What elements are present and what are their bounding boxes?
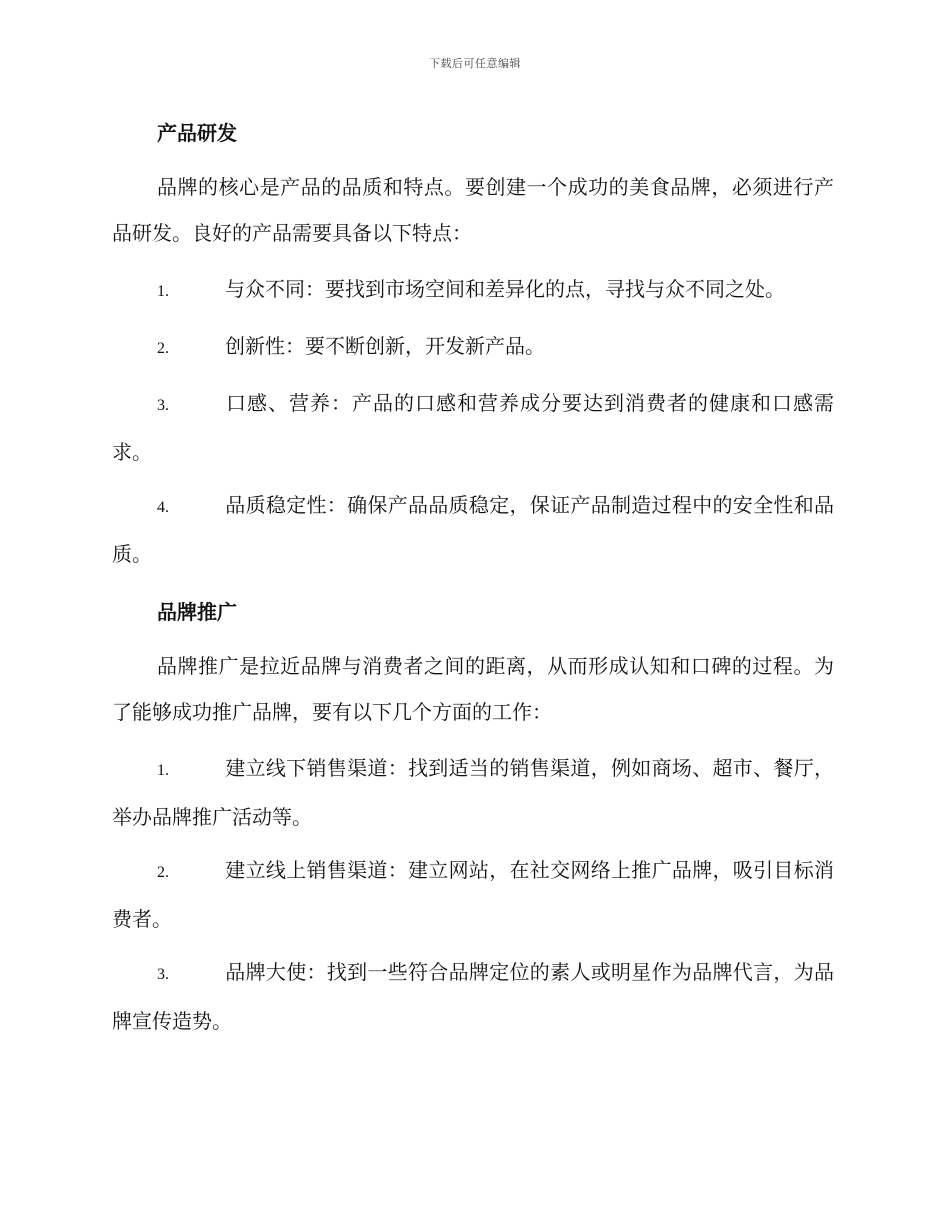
section-heading-product-rd: 产品研发 — [157, 121, 237, 145]
header-note: 下载后可任意编辑 — [429, 57, 521, 70]
list-item — [112, 482, 834, 577]
list-item-number: 2. — [157, 340, 169, 357]
list-item-number: 3. — [157, 397, 169, 414]
section-intro-product-rd: 品牌的核心是产品的品质和特点。要创建一个成功的美食品牌，必须进行产品研发。良好的产品需要具备以下特点： — [112, 175, 834, 245]
list-item-number: 1. — [157, 283, 169, 300]
list-item-text: 口感、营养：产品的口感和营养成分要达到消费者的健康和口感需求。 — [112, 391, 834, 464]
list-item-text: 创新性：要不断创新，开发新产品。 — [225, 334, 545, 358]
list-item — [112, 266, 834, 315]
list-item-number: 2. — [157, 864, 169, 881]
list-item-text: 品牌大使：找到一些符合品牌定位的素人或明星作为品牌代言，为品牌宣传造势。 — [112, 960, 834, 1033]
list-item — [112, 380, 834, 475]
list-item — [112, 847, 834, 942]
list-item-number: 4. — [157, 499, 169, 516]
section-intro-brand-promotion: 品牌推广是拉近品牌与消费者之间的距离，从而形成认知和口碑的过程。为了能够成功推广品牌，要有以下几个方面的工作： — [112, 654, 834, 724]
list-item — [112, 323, 834, 372]
list-item-number: 3. — [157, 966, 169, 983]
list-item-text: 建立线下销售渠道：找到适当的销售渠道，例如商场、超市、餐厅，举办品牌推广活动等。 — [112, 756, 834, 829]
section-heading-brand-promotion: 品牌推广 — [157, 600, 237, 624]
list-item — [112, 745, 834, 840]
list-item-number: 1. — [157, 762, 169, 779]
list-item — [112, 949, 834, 1044]
list-item-text: 与众不同：要找到市场空间和差异化的点，寻找与众不同之处。 — [225, 277, 785, 301]
list-item-text: 建立线上销售渠道：建立网站，在社交网络上推广品牌，吸引目标消费者。 — [112, 858, 834, 931]
list-item-text: 品质稳定性：确保产品品质稳定，保证产品制造过程中的安全性和品质。 — [112, 493, 834, 566]
